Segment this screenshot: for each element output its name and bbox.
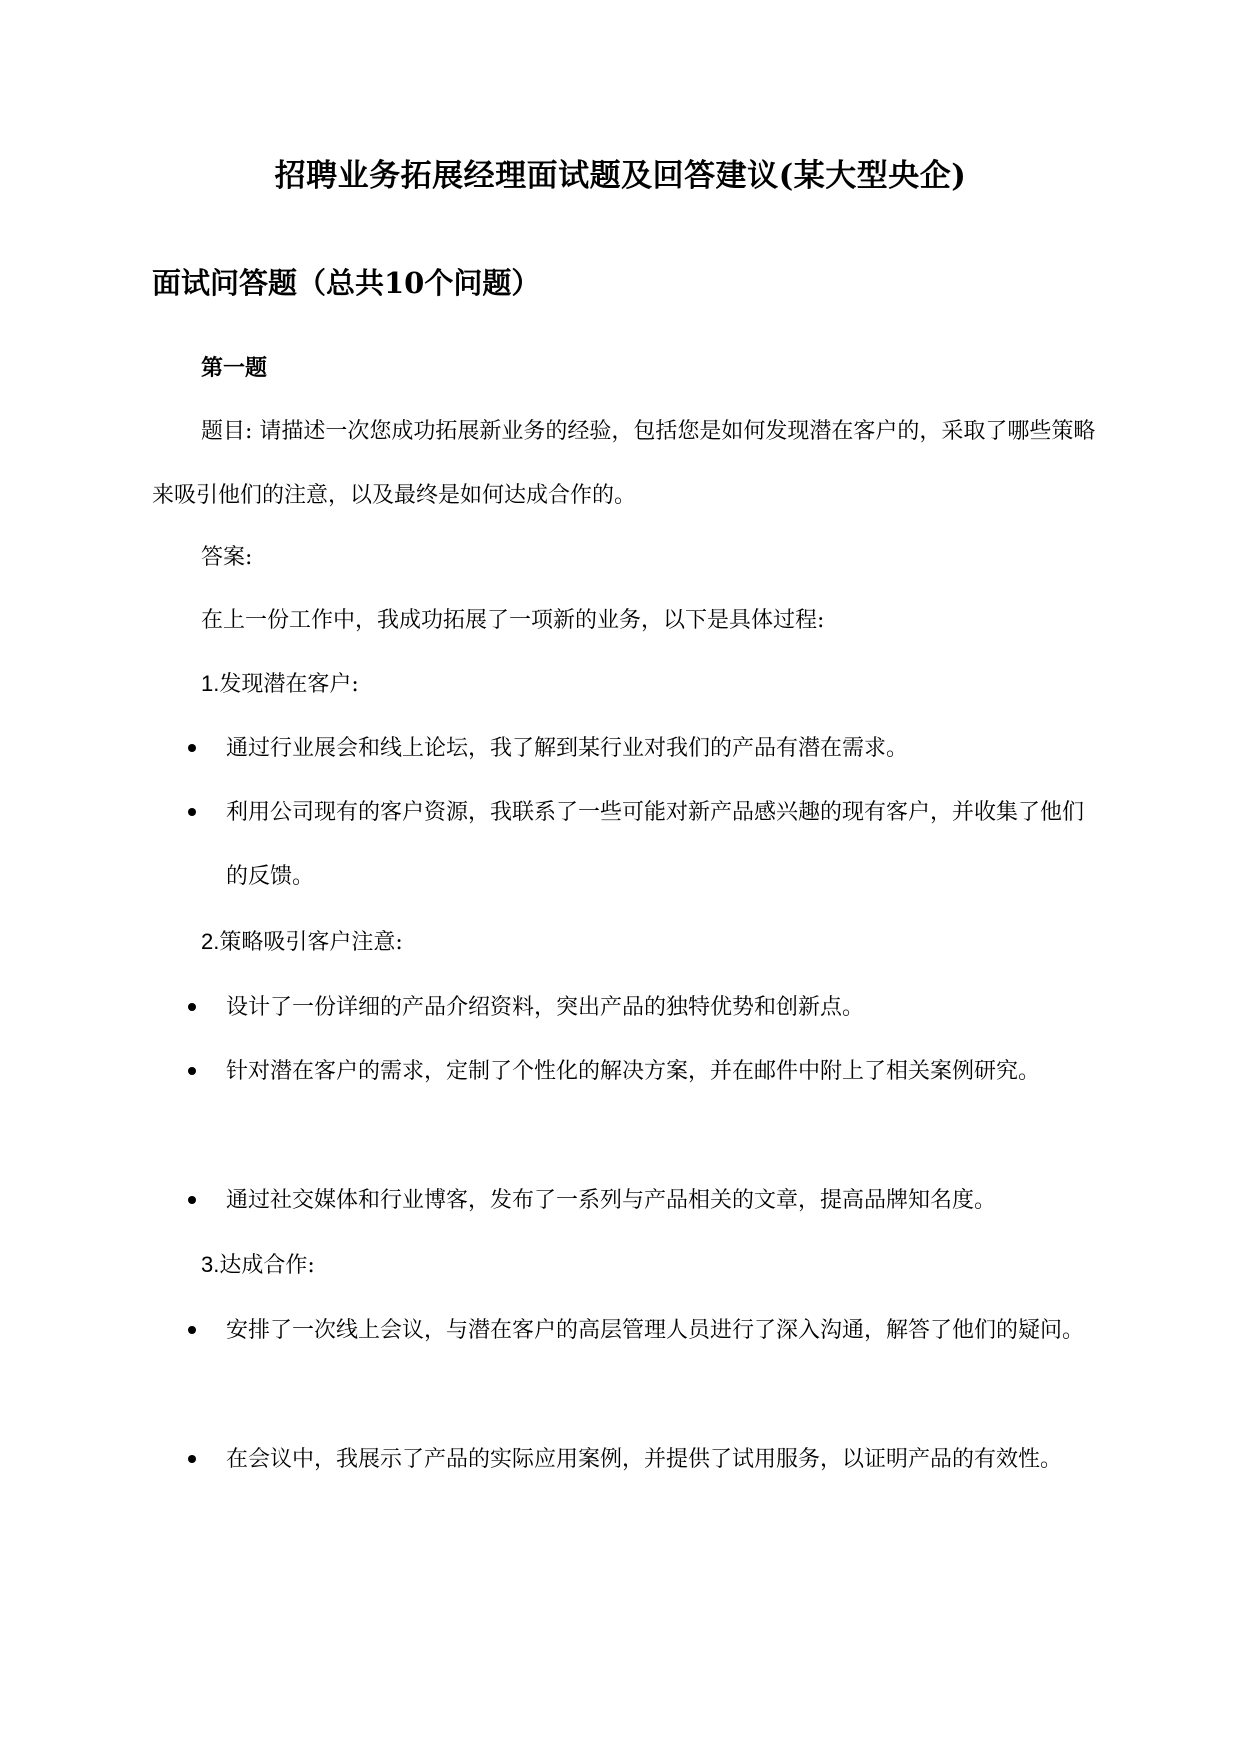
step-title: 策略吸引客户注意: bbox=[219, 930, 403, 955]
answer-label: 答案: bbox=[201, 545, 253, 570]
step-number: 1. bbox=[201, 671, 220, 696]
step-title: 发现潜在客户: bbox=[219, 672, 359, 697]
bullet-icon bbox=[188, 1326, 196, 1334]
step-number: 3. bbox=[201, 1252, 220, 1277]
step-number: 2. bbox=[201, 929, 220, 954]
bullet-icon bbox=[188, 1455, 196, 1463]
list-item-text: 安排了一次线上会议，与潜在客户的高层管理人员进行了深入沟通，解答了他们的疑问。 bbox=[226, 1318, 1085, 1343]
bullet-icon bbox=[188, 1196, 196, 1204]
section-heading: 面试问答题（总共10个问题） bbox=[152, 266, 541, 300]
step-heading bbox=[201, 922, 403, 963]
step-heading bbox=[201, 664, 359, 705]
question-text: 题目: 请描述一次您成功拓展新业务的经验，包括您是如何发现潜在客户的，采取了哪些策略来吸引他们的注意，以及最终是如何达成合作的。 bbox=[152, 419, 1096, 508]
list-item-text: 在会议中，我展示了产品的实际应用案例，并提供了试用服务，以证明产品的有效性。 bbox=[226, 1447, 1063, 1472]
list-item-text: 针对潜在客户的需求，定制了个性化的解决方案，并在邮件中附上了相关案例研究。 bbox=[226, 1059, 1041, 1084]
question-label: 第一题 bbox=[201, 355, 268, 381]
list-item-text: 设计了一份详细的产品介绍资料，突出产品的独特优势和创新点。 bbox=[226, 995, 865, 1020]
bullet-icon bbox=[188, 744, 196, 752]
list-item-text: 通过行业展会和线上论坛，我了解到某行业对我们的产品有潜在需求。 bbox=[226, 736, 909, 761]
bullet-icon bbox=[188, 808, 196, 816]
list-item-text: 利用公司现有的客户资源，我联系了一些可能对新产品感兴趣的现有客户，并收集了他们的反馈。 bbox=[226, 800, 1085, 889]
step-heading bbox=[201, 1245, 315, 1286]
bullet-icon bbox=[188, 1067, 196, 1075]
bullet-icon bbox=[188, 1003, 196, 1011]
step-title: 达成合作: bbox=[219, 1253, 315, 1278]
answer-intro: 在上一份工作中，我成功拓展了一项新的业务，以下是具体过程: bbox=[201, 608, 825, 633]
list-item-text: 通过社交媒体和行业博客，发布了一系列与产品相关的文章，提高品牌知名度。 bbox=[226, 1188, 997, 1213]
document-title: 招聘业务拓展经理面试题及回答建议(某大型央企) bbox=[274, 158, 967, 194]
